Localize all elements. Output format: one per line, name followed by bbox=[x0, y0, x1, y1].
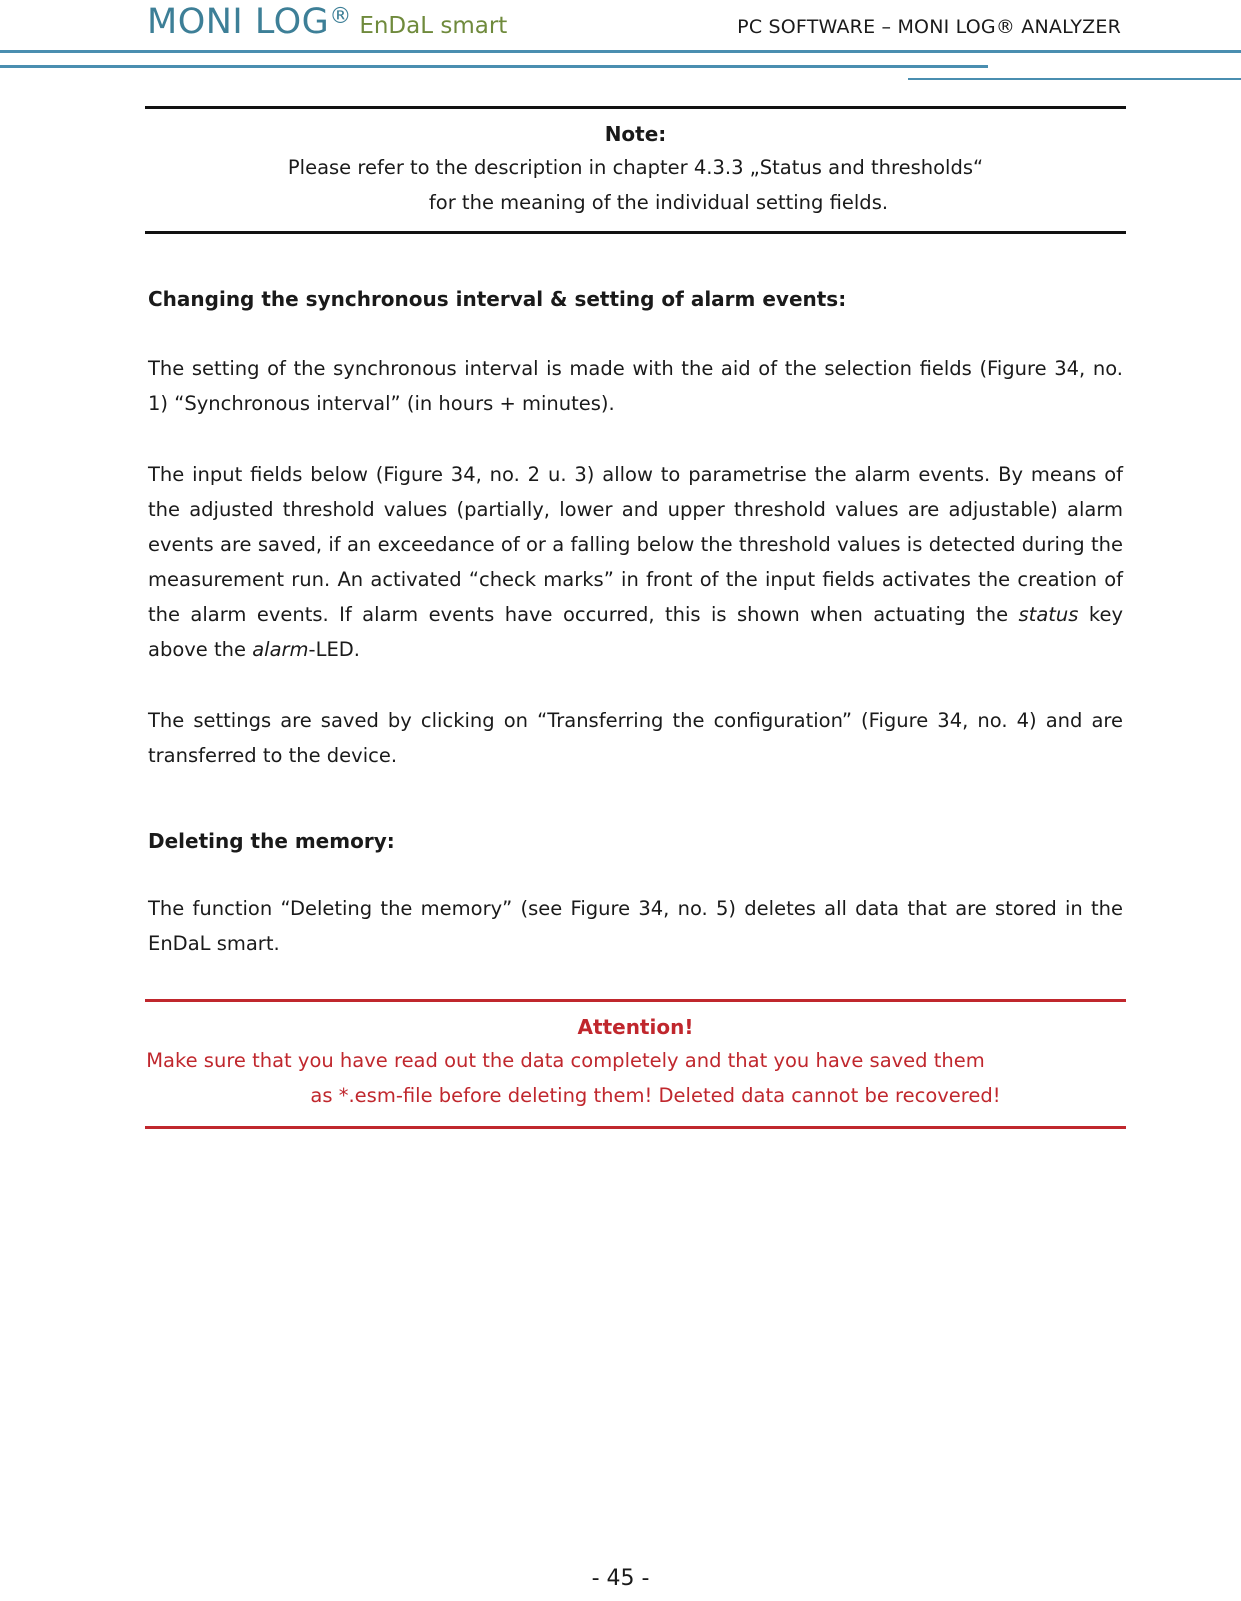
header-rule-lower-left bbox=[0, 65, 988, 68]
alarm-led-term: alarm bbox=[252, 638, 309, 661]
note-line-1: Please refer to the description in chapter 4.3.3 „Status and thresholds“ bbox=[287, 156, 984, 179]
brand-logo bbox=[147, 2, 507, 42]
brand-name: MONI LOG bbox=[147, 2, 330, 42]
brand-registered-mark: ® bbox=[329, 4, 352, 29]
sync-paragraph-2 bbox=[148, 457, 1123, 667]
attention-line-2: as *.esm-file before deleting them! Deleted data cannot be recovered! bbox=[310, 1084, 1001, 1107]
section-heading-delete: Deleting the memory: bbox=[148, 829, 395, 853]
product-name: EnDaL smart bbox=[359, 13, 508, 39]
sync-paragraph-3: The settings are saved by clicking on “Transferring the configuration” (Figure 34, no. 4) and are transferred to the device. bbox=[148, 709, 1123, 767]
attention-line-1: Make sure that you have read out the data completely and that you have saved them bbox=[146, 1049, 985, 1072]
note-box bbox=[145, 106, 1126, 234]
section-heading-sync: Changing the synchronous interval & setting of alarm events: bbox=[148, 287, 847, 311]
delete-paragraph-1: The function “Deleting the memory” (see Figure 34, no. 5) deletes all data that are stored in the EnDaL smart. bbox=[148, 897, 1123, 955]
sync-paragraph-1: The setting of the synchronous interval is made with the aid of the selection fields (Figure 34, no. 1) “Synchronous interval” (in hours + minutes). bbox=[148, 357, 1123, 415]
page-number: - 45 - bbox=[591, 1566, 650, 1591]
header-rule-lower-right bbox=[908, 78, 1241, 80]
sync-paragraph-2-part-a: The input fields below (Figure 34, no. 2 u. 3) allow to parametrise the alarm events. By means of the adjusted threshold values (partially, lower and upper threshold values are adjustable) alarm events are saved, if an exceedance of or a falling below the threshold values is detected during the measurement run. An activated “check marks” in front of the input fields activates the creation of the alarm events. If alarm events have occurred, this is shown when actuating the bbox=[148, 463, 1123, 626]
note-title: Note: bbox=[604, 122, 667, 146]
document-title: PC SOFTWARE – MONI LOG® ANALYZER bbox=[737, 16, 1121, 38]
sync-paragraph-2-part-b: key above the bbox=[148, 603, 1123, 661]
sync-paragraph-2-part-c: -LED. bbox=[308, 638, 360, 661]
header-rule-top bbox=[0, 50, 1241, 53]
note-line-2: for the meaning of the individual setting fields. bbox=[428, 191, 889, 214]
attention-box bbox=[145, 999, 1126, 1129]
attention-title: Attention! bbox=[577, 1015, 694, 1039]
status-key-term: status bbox=[1018, 603, 1079, 626]
